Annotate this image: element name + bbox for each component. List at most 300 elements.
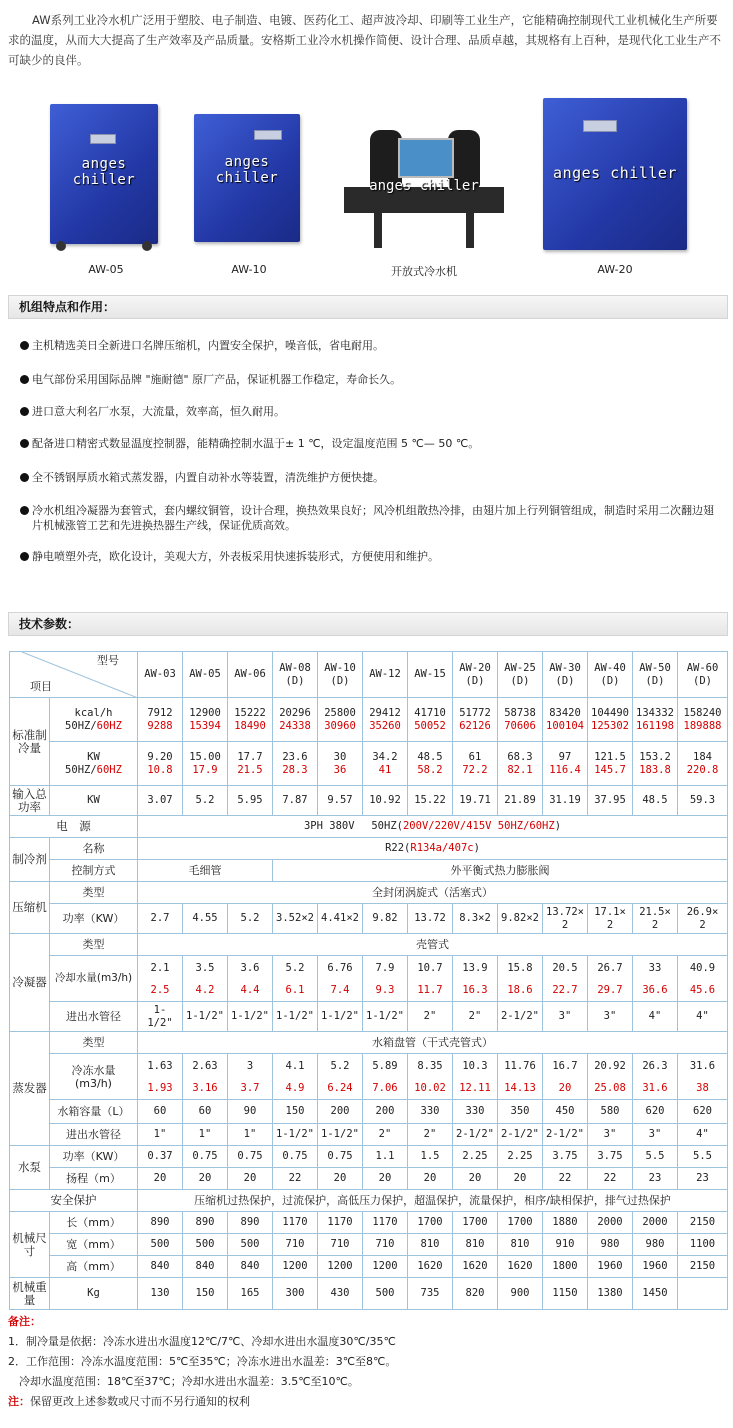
- feature-item: 冷水机组冷凝器为套管式，套内螺纹铜管，设计合理，换热效果良好；风冷机组散热冷排，由翅片加上行列铜管组成，制造时采用二次翻边翅片机械涨管工艺和先进换热器生产线，保证优质高效。: [8, 503, 723, 533]
- table-cell: 0.75: [273, 1146, 318, 1168]
- table-cell: kcal/h 50HZ/60HZ: [50, 698, 138, 742]
- table-row: [10, 860, 728, 882]
- table-cell: 40.9 45.6: [678, 956, 728, 1002]
- table-cell: 2000: [633, 1212, 678, 1234]
- bullet-icon: [20, 473, 29, 482]
- table-cell: 0.75: [228, 1146, 273, 1168]
- table-cell: 20: [183, 1168, 228, 1190]
- table-cell: 3.5 4.2: [183, 956, 228, 1002]
- table-cell: 150: [273, 1100, 318, 1124]
- table-row: [10, 1146, 728, 1168]
- table-cell: 1-1/2": [363, 1002, 408, 1032]
- machine-image: [543, 98, 687, 250]
- table-cell: 13.9 16.3: [453, 956, 498, 1002]
- table-row: [10, 1190, 728, 1212]
- table-cell: 6.76 7.4: [318, 956, 363, 1002]
- table-cell: 7912 9288: [138, 698, 183, 742]
- table-cell: 20: [228, 1168, 273, 1190]
- bullet-icon: [20, 506, 29, 515]
- table-cell: [678, 1278, 728, 1310]
- table-cell: 1200: [318, 1256, 363, 1278]
- table-cell: 17.7 21.5: [228, 742, 273, 786]
- table-cell: 134332 161198: [633, 698, 678, 742]
- table-cell: 9.82: [363, 904, 408, 934]
- table-cell: 3.75: [588, 1146, 633, 1168]
- table-cell: 2": [363, 1124, 408, 1146]
- table-cell: 压缩机过热保护，过流保护，高低压力保护，超温保护，流量保护，相序/缺相保护，排气过热保护: [138, 1190, 728, 1212]
- table-cell: 31.19: [543, 786, 588, 816]
- feature-item: 进口意大利名厂水泵，大流量，效率高，恒久耐用。: [8, 404, 723, 419]
- table-cell: 1200: [363, 1256, 408, 1278]
- table-cell: 1-1/2": [183, 1002, 228, 1032]
- table-cell: 330: [408, 1100, 453, 1124]
- table-cell: KW: [50, 786, 138, 816]
- table-cell: 2-1/2": [543, 1124, 588, 1146]
- table-cell: 153.2 183.8: [633, 742, 678, 786]
- table-cell: 蒸发器: [10, 1032, 50, 1146]
- table-cell: 68.3 82.1: [498, 742, 543, 786]
- intro-paragraph: AW系列工业冷水机广泛用于塑胶、电子制造、电镀、医药化工、超声波冷却、印刷等工业生产，它能精确控制现代工业机械化生产所要求的温度，从而大大提高了生产效率及产品质量。安格斯工业冷水机操作简便、设计合理、品质卓越，其规格有上百种，是现代化工业生产不可缺少的良伴。: [8, 13, 721, 67]
- table-cell: 620: [678, 1100, 728, 1124]
- table-cell: 840: [183, 1256, 228, 1278]
- table-cell: 60: [138, 1100, 183, 1124]
- table-cell: 冷却水量(m3/h): [50, 956, 138, 1002]
- model-header: AW-15: [408, 652, 453, 698]
- table-cell: 13.72× 2: [543, 904, 588, 934]
- control-panel: [254, 130, 282, 140]
- table-cell: 3.07: [138, 786, 183, 816]
- table-cell: 名称: [50, 838, 138, 860]
- table-cell: 9.20 10.8: [138, 742, 183, 786]
- table-cell: 4.55: [183, 904, 228, 934]
- table-cell: 121.5 145.7: [588, 742, 633, 786]
- table-row: [10, 742, 728, 786]
- table-cell: 1700: [498, 1212, 543, 1234]
- bullet-icon: [20, 375, 29, 384]
- table-cell: 外平衡式热力膨胀阀: [273, 860, 728, 882]
- table-cell: 20: [498, 1168, 543, 1190]
- table-cell: 158240 189888: [678, 698, 728, 742]
- feature-item: 主机精选美日全新进口名牌压缩机，内置安全保护，噪音低，省电耐用。: [8, 338, 723, 353]
- table-cell: 3.75: [543, 1146, 588, 1168]
- table-cell: 1700: [453, 1212, 498, 1234]
- table-cell: 890: [183, 1212, 228, 1234]
- table-cell: 22: [588, 1168, 633, 1190]
- frame-leg: [466, 210, 474, 248]
- table-cell: 5.2 6.1: [273, 956, 318, 1002]
- model-header: AW-12: [363, 652, 408, 698]
- product-caption: AW-05: [88, 263, 124, 276]
- table-row: [10, 1278, 728, 1310]
- table-cell: 7.9 9.3: [363, 956, 408, 1002]
- table-cell: 11.76 14.13: [498, 1054, 543, 1100]
- table-cell: 19.71: [453, 786, 498, 816]
- table-cell: 毛细管: [138, 860, 273, 882]
- table-cell: 980: [588, 1234, 633, 1256]
- table-cell: 2.25: [453, 1146, 498, 1168]
- table-cell: 3 3.7: [228, 1054, 273, 1100]
- table-cell: 1450: [633, 1278, 678, 1310]
- table-cell: 59.3: [678, 786, 728, 816]
- table-row: [10, 698, 728, 742]
- brand-watermark: anges chiller: [72, 156, 136, 188]
- table-cell: 1800: [543, 1256, 588, 1278]
- table-cell: 类型: [50, 1032, 138, 1054]
- bullet-icon: [20, 341, 29, 350]
- table-cell: 83420 100104: [543, 698, 588, 742]
- table-cell: 200: [363, 1100, 408, 1124]
- control-panel: [583, 120, 617, 132]
- table-cell: 2": [453, 1002, 498, 1032]
- feature-item: 电气部份采用国际品牌 "施耐德" 原厂产品，保证机器工作稳定，寿命长久。: [8, 372, 723, 387]
- note-line: 1．制冷量是依据：冷冻水进出水温度12℃/7℃、冷却水进出水温度30℃/35℃: [8, 1335, 396, 1348]
- table-cell: 15.00 17.9: [183, 742, 228, 786]
- bullet-icon: [20, 407, 29, 416]
- table-cell: 1170: [318, 1212, 363, 1234]
- table-cell: 21.89: [498, 786, 543, 816]
- bullet-icon: [20, 439, 29, 448]
- table-cell: 2-1/2": [498, 1002, 543, 1032]
- table-cell: 1- 1/2": [138, 1002, 183, 1032]
- table-cell: 1960: [633, 1256, 678, 1278]
- table-cell: 2000: [588, 1212, 633, 1234]
- table-row: [10, 838, 728, 860]
- spec-table: [9, 651, 728, 1310]
- table-cell: 500: [138, 1234, 183, 1256]
- table-cell: 34.2 41: [363, 742, 408, 786]
- table-cell: 97 116.4: [543, 742, 588, 786]
- table-cell: 5.89 7.06: [363, 1054, 408, 1100]
- table-cell: 840: [138, 1256, 183, 1278]
- feature-item: 配备进口精密式数显温度控制器，能精确控制水温于± 1 ℃，设定温度范围 5 ℃— 50 ℃。: [8, 436, 723, 451]
- table-cell: 3PH 380V 50HZ(200V/220V/415V 50HZ/60HZ): [138, 816, 728, 838]
- table-cell: 1380: [588, 1278, 633, 1310]
- table-cell: 450: [543, 1100, 588, 1124]
- table-cell: 2": [408, 1124, 453, 1146]
- table-cell: 1200: [273, 1256, 318, 1278]
- table-cell: 输入总 功率: [10, 786, 50, 816]
- table-cell: 3": [543, 1002, 588, 1032]
- table-cell: 冷冻水量 (m3/h): [50, 1054, 138, 1100]
- table-row: [10, 1234, 728, 1256]
- table-cell: 300: [273, 1278, 318, 1310]
- table-row: [10, 1032, 728, 1054]
- table-cell: 25800 30960: [318, 698, 363, 742]
- table-row: [10, 934, 728, 956]
- table-cell: R22(R134a/407c): [138, 838, 728, 860]
- model-header: AW-20 (D): [453, 652, 498, 698]
- table-cell: 2.7: [138, 904, 183, 934]
- product-gallery: [0, 92, 733, 282]
- table-cell: 壳管式: [138, 934, 728, 956]
- table-cell: 1-1/2": [273, 1124, 318, 1146]
- note-line: 注：保留更改上述参数或尺寸而不另行通知的权利: [8, 1395, 250, 1408]
- table-cell: 910: [543, 1234, 588, 1256]
- table-cell: 水箱容量（L）: [50, 1100, 138, 1124]
- table-cell: 冷凝器: [10, 934, 50, 1032]
- model-header: AW-25 (D): [498, 652, 543, 698]
- table-cell: 1.1: [363, 1146, 408, 1168]
- table-cell: 3": [588, 1124, 633, 1146]
- table-cell: 20: [408, 1168, 453, 1190]
- table-row: [10, 1054, 728, 1100]
- model-header: AW-30 (D): [543, 652, 588, 698]
- table-cell: 1-1/2": [318, 1002, 363, 1032]
- table-cell: 430: [318, 1278, 363, 1310]
- table-cell: 控制方式: [50, 860, 138, 882]
- table-cell: 1.63 1.93: [138, 1054, 183, 1100]
- table-cell: 1880: [543, 1212, 588, 1234]
- table-cell: 2-1/2": [498, 1124, 543, 1146]
- table-cell: 5.2: [228, 904, 273, 934]
- table-cell: 61 72.2: [453, 742, 498, 786]
- table-cell: 710: [318, 1234, 363, 1256]
- table-cell: 长（mm）: [50, 1212, 138, 1234]
- table-cell: 8.35 10.02: [408, 1054, 453, 1100]
- machine-image: [194, 114, 300, 242]
- note-label: 注：: [8, 1395, 30, 1408]
- table-cell: 2.63 3.16: [183, 1054, 228, 1100]
- table-cell: 1": [183, 1124, 228, 1146]
- table-cell: 33 36.6: [633, 956, 678, 1002]
- table-cell: 10.3 12.11: [453, 1054, 498, 1100]
- table-cell: 9.82×2: [498, 904, 543, 934]
- table-cell: 1620: [408, 1256, 453, 1278]
- table-row: [10, 882, 728, 904]
- table-cell: 7.87: [273, 786, 318, 816]
- table-cell: 水泵: [10, 1146, 50, 1190]
- table-row: [10, 1100, 728, 1124]
- model-header: AW-08 (D): [273, 652, 318, 698]
- table-cell: 13.72: [408, 904, 453, 934]
- table-cell: Kg: [50, 1278, 138, 1310]
- table-cell: 4.41×2: [318, 904, 363, 934]
- table-cell: 进出水管径: [50, 1124, 138, 1146]
- table-cell: 26.3 31.6: [633, 1054, 678, 1100]
- table-cell: 1.5: [408, 1146, 453, 1168]
- model-header: AW-60 (D): [678, 652, 728, 698]
- table-cell: 20296 24338: [273, 698, 318, 742]
- product-aw05: [36, 92, 176, 282]
- table-cell: 810: [498, 1234, 543, 1256]
- brand-watermark: anges chiller: [553, 164, 677, 182]
- table-cell: 1-1/2": [228, 1002, 273, 1032]
- table-cell: 980: [633, 1234, 678, 1256]
- table-cell: 29412 35260: [363, 698, 408, 742]
- brand-watermark: anges chiller: [215, 154, 279, 186]
- table-cell: 4.1 4.9: [273, 1054, 318, 1100]
- table-cell: 51772 62126: [453, 698, 498, 742]
- notes: [8, 1312, 728, 1412]
- table-cell: 3.6 4.4: [228, 956, 273, 1002]
- table-cell: 1700: [408, 1212, 453, 1234]
- product-aw10: [184, 92, 314, 282]
- table-cell: 90: [228, 1100, 273, 1124]
- wheel: [56, 241, 66, 251]
- table-cell: 1170: [273, 1212, 318, 1234]
- table-cell: 890: [138, 1212, 183, 1234]
- table-cell: 1150: [543, 1278, 588, 1310]
- product-caption: AW-10: [231, 263, 267, 276]
- table-cell: 500: [228, 1234, 273, 1256]
- model-header: AW-10 (D): [318, 652, 363, 698]
- model-header: AW-06: [228, 652, 273, 698]
- product-open-type: [334, 92, 514, 282]
- product-caption: 开放式冷水机: [391, 265, 457, 278]
- table-cell: 全封闭涡旋式（活塞式）: [138, 882, 728, 904]
- table-cell: 扬程（m）: [50, 1168, 138, 1190]
- table-cell: 10.7 11.7: [408, 956, 453, 1002]
- corner-header: [10, 652, 138, 698]
- brand-watermark: anges chiller: [369, 178, 479, 194]
- table-cell: 机械尺 寸: [10, 1212, 50, 1278]
- table-cell: 0.75: [318, 1146, 363, 1168]
- table-cell: 900: [498, 1278, 543, 1310]
- table-cell: 150: [183, 1278, 228, 1310]
- table-row: [10, 786, 728, 816]
- table-cell: 1": [228, 1124, 273, 1146]
- table-cell: 60: [183, 1100, 228, 1124]
- table-cell: 15222 18490: [228, 698, 273, 742]
- model-header: AW-05: [183, 652, 228, 698]
- table-cell: 580: [588, 1100, 633, 1124]
- table-cell: 104490 125302: [588, 698, 633, 742]
- table-cell: 500: [363, 1278, 408, 1310]
- table-cell: 3": [588, 1002, 633, 1032]
- table-cell: 710: [273, 1234, 318, 1256]
- table-cell: 类型: [50, 934, 138, 956]
- table-cell: 840: [228, 1256, 273, 1278]
- table-cell: 宽（mm）: [50, 1234, 138, 1256]
- feature-item: 静电喷塑外壳，欧化设计，美观大方，外表板采用快速拆装形式，方便使用和维护。: [8, 549, 723, 564]
- table-row: [10, 1002, 728, 1032]
- table-cell: 3": [633, 1124, 678, 1146]
- table-cell: 710: [363, 1234, 408, 1256]
- corner-item-label: 项目: [30, 680, 52, 693]
- product-caption: AW-20: [597, 263, 633, 276]
- table-cell: 26.7 29.7: [588, 956, 633, 1002]
- table-cell: 5.2 6.24: [318, 1054, 363, 1100]
- table-cell: 2150: [678, 1212, 728, 1234]
- table-cell: 17.1× 2: [588, 904, 633, 934]
- table-cell: 48.5: [633, 786, 678, 816]
- table-cell: 20.5 22.7: [543, 956, 588, 1002]
- machine-image: [50, 104, 158, 244]
- table-cell: 5.5: [633, 1146, 678, 1168]
- table-cell: 810: [408, 1234, 453, 1256]
- table-cell: 1": [138, 1124, 183, 1146]
- table-cell: 15.22: [408, 786, 453, 816]
- table-cell: 48.5 58.2: [408, 742, 453, 786]
- table-cell: 1620: [498, 1256, 543, 1278]
- features-section-title: 机组特点和作用：: [8, 295, 728, 319]
- table-cell: 3.52×2: [273, 904, 318, 934]
- spec-section-title: 技术参数：: [8, 612, 728, 636]
- note-line: 2．工作范围：冷冻水温度范围：5℃至35℃；冷冻水进出水温差：3℃至8℃。: [8, 1355, 397, 1368]
- table-row: [10, 1124, 728, 1146]
- table-cell: 2.25: [498, 1146, 543, 1168]
- table-cell: 26.9× 2: [678, 904, 728, 934]
- table-cell: 压缩机: [10, 882, 50, 934]
- table-cell: 31.6 38: [678, 1054, 728, 1100]
- table-cell: 1-1/2": [273, 1002, 318, 1032]
- table-cell: 1100: [678, 1234, 728, 1256]
- table-cell: 30 36: [318, 742, 363, 786]
- table-cell: 330: [453, 1100, 498, 1124]
- notes-title: 备注：: [8, 1315, 41, 1328]
- table-cell: 890: [228, 1212, 273, 1234]
- table-cell: 20: [318, 1168, 363, 1190]
- table-row: [10, 956, 728, 1002]
- control-panel: [90, 134, 116, 144]
- table-cell: 进出水管径: [50, 1002, 138, 1032]
- table-cell: 130: [138, 1278, 183, 1310]
- table-cell: 184 220.8: [678, 742, 728, 786]
- table-cell: 350: [498, 1100, 543, 1124]
- table-cell: 20: [453, 1168, 498, 1190]
- table-cell: 5.2: [183, 786, 228, 816]
- table-cell: 标准制 冷量: [10, 698, 50, 786]
- table-cell: 5.95: [228, 786, 273, 816]
- table-cell: 20.92 25.08: [588, 1054, 633, 1100]
- table-cell: 37.95: [588, 786, 633, 816]
- model-header: AW-40 (D): [588, 652, 633, 698]
- table-cell: 165: [228, 1278, 273, 1310]
- table-cell: 20: [363, 1168, 408, 1190]
- table-cell: 功率（KW）: [50, 1146, 138, 1168]
- table-cell: 23: [633, 1168, 678, 1190]
- table-cell: 2.1 2.5: [138, 956, 183, 1002]
- table-cell: 0.37: [138, 1146, 183, 1168]
- table-cell: 4": [678, 1124, 728, 1146]
- table-cell: 8.3×2: [453, 904, 498, 934]
- table-cell: 23.6 28.3: [273, 742, 318, 786]
- table-cell: 200: [318, 1100, 363, 1124]
- table-cell: 制冷剂: [10, 838, 50, 882]
- table-cell: 9.57: [318, 786, 363, 816]
- model-header: AW-03: [138, 652, 183, 698]
- table-cell: 22: [273, 1168, 318, 1190]
- table-row: [10, 816, 728, 838]
- table-row: [10, 1168, 728, 1190]
- product-aw20: [535, 92, 695, 282]
- table-cell: 2": [408, 1002, 453, 1032]
- table-cell: 水箱盘管（干式壳管式）: [138, 1032, 728, 1054]
- table-cell: 820: [453, 1278, 498, 1310]
- table-cell: 1-1/2": [318, 1124, 363, 1146]
- table-cell: 1170: [363, 1212, 408, 1234]
- table-cell: 810: [453, 1234, 498, 1256]
- feature-item: 全不锈钢厚质水箱式蒸发器，内置自动补水等装置，清洗维护方便快捷。: [8, 470, 723, 485]
- table-cell: 0.75: [183, 1146, 228, 1168]
- table-cell: 12900 15394: [183, 698, 228, 742]
- table-cell: 23: [678, 1168, 728, 1190]
- table-cell: KW 50HZ/60HZ: [50, 742, 138, 786]
- table-cell: 15.8 18.6: [498, 956, 543, 1002]
- corner-model-label: 型号: [97, 654, 119, 667]
- table-cell: 500: [183, 1234, 228, 1256]
- table-cell: 20: [138, 1168, 183, 1190]
- frame-leg: [374, 210, 382, 248]
- table-cell: 功率（KW）: [50, 904, 138, 934]
- table-cell: 16.7 20: [543, 1054, 588, 1100]
- table-row: [10, 1212, 728, 1234]
- table-cell: 620: [633, 1100, 678, 1124]
- table-cell: 高（mm）: [50, 1256, 138, 1278]
- model-header: AW-50 (D): [633, 652, 678, 698]
- table-cell: 10.92: [363, 786, 408, 816]
- bullet-icon: [20, 552, 29, 561]
